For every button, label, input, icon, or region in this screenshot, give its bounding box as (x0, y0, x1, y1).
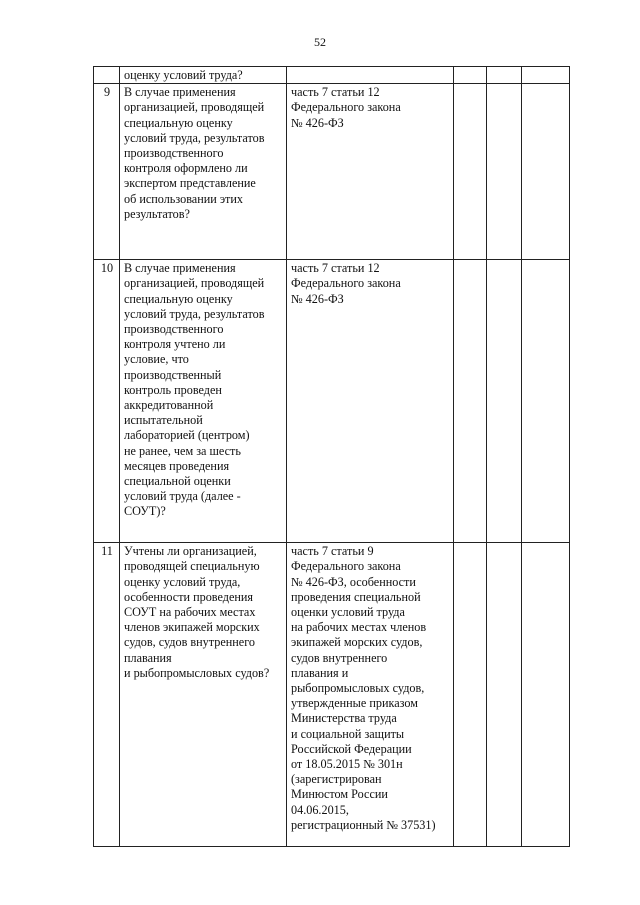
answer-yes-cell (454, 543, 487, 847)
page-number: 52 (314, 35, 326, 49)
note-cell (522, 84, 570, 260)
answer-no-cell (487, 543, 522, 847)
question-line: организацией, проводящей (124, 100, 265, 115)
reference-line: проведения специальной (291, 589, 421, 604)
answer-no-cell (487, 260, 522, 543)
question-line: об использовании этих (124, 191, 243, 206)
row-number-cell: 9 (94, 84, 120, 260)
reference-line: часть 7 статьи 9 (291, 544, 374, 559)
question-line: СОУТ)? (124, 504, 166, 519)
question-line: лабораторией (центром) (124, 428, 250, 443)
question-line: судов, судов внутреннего (124, 635, 255, 650)
reference-cell (287, 67, 454, 84)
reference-cell (287, 84, 454, 260)
question-cell (120, 260, 287, 543)
answer-yes-cell (454, 260, 487, 543)
question-line: особенности проведения (124, 589, 253, 604)
question-line: контроля учтено ли (124, 337, 226, 352)
table-row (94, 67, 570, 84)
question-cell (120, 543, 287, 847)
reference-line: плавания и (291, 665, 349, 680)
reference-line: Российской Федерации (291, 741, 412, 756)
reference-cell (287, 260, 454, 543)
question-line: месяцев проведения (124, 458, 230, 473)
question-line: проводящей специальную (124, 559, 260, 574)
reference-line: экипажей морских судов, (291, 635, 423, 650)
checklist-table (93, 66, 570, 847)
question-line: и рыбопромысловых судов? (124, 665, 270, 680)
question-line: членов экипажей морских (124, 620, 260, 635)
question-cell (120, 84, 287, 260)
reference-line: № 426-ФЗ (291, 291, 344, 306)
question-line: В случае применения (124, 261, 236, 276)
row-number-cell: 10 (94, 260, 120, 543)
reference-line: № 426-ФЗ (291, 115, 344, 130)
reference-line: (зарегистрирован (291, 772, 382, 787)
question-line: специальную оценку (124, 115, 233, 130)
question-line: условие, что (124, 352, 189, 367)
question-line: оценку условий труда, (124, 574, 241, 589)
note-cell (522, 67, 570, 84)
reference-line: 04.06.2015, (291, 802, 349, 817)
reference-line: утвержденные приказом (291, 696, 418, 711)
reference-line: Министерства труда (291, 711, 397, 726)
question-line: специальную оценку (124, 291, 233, 306)
question-line: контроля оформлено ли (124, 161, 248, 176)
question-line: специальной оценки (124, 474, 231, 489)
reference-line: судов внутреннего (291, 650, 388, 665)
reference-line: № 426-ФЗ, особенности (291, 574, 416, 589)
reference-line: часть 7 статьи 12 (291, 85, 380, 100)
question-line: производственного (124, 146, 224, 161)
reference-line: на рабочих местах членов (291, 620, 427, 635)
answer-yes-cell (454, 84, 487, 260)
question-line: организацией, проводящей (124, 276, 265, 291)
table-row (94, 84, 570, 260)
question-line: СОУТ на рабочих местах (124, 605, 256, 620)
question-line: аккредитованной (124, 398, 214, 413)
note-cell (522, 543, 570, 847)
question-line: контроль проведен (124, 382, 222, 397)
reference-line: Минюстом России (291, 787, 388, 802)
answer-no-cell (487, 84, 522, 260)
question-line: условий труда, результатов (124, 306, 265, 321)
note-cell (522, 260, 570, 543)
answer-yes-cell (454, 67, 487, 84)
reference-line: оценки условий труда (291, 605, 405, 620)
table-row (94, 543, 570, 847)
question-line: Учтены ли организацией, (124, 544, 257, 559)
answer-no-cell (487, 67, 522, 84)
reference-cell (287, 543, 454, 847)
question-line: условий труда, результатов (124, 130, 265, 145)
question-line: экспертом представление (124, 176, 256, 191)
question-text: оценку условий труда? (124, 68, 243, 82)
row-number-cell (94, 67, 120, 84)
reference-line: часть 7 статьи 12 (291, 261, 380, 276)
question-line: производственного (124, 322, 224, 337)
reference-line: от 18.05.2015 № 301н (291, 757, 403, 772)
reference-line: и социальной защиты (291, 726, 405, 741)
question-line: производственный (124, 367, 222, 382)
reference-line: рыбопромысловых судов, (291, 681, 425, 696)
reference-line: Федерального закона (291, 100, 401, 115)
reference-line: регистрационный № 37531) (291, 817, 436, 832)
reference-line: Федерального закона (291, 276, 401, 291)
table-row (94, 260, 570, 543)
reference-line: Федерального закона (291, 559, 401, 574)
row-number-cell: 11 (94, 543, 120, 847)
question-line: испытательной (124, 413, 203, 428)
question-line: условий труда (далее - (124, 489, 241, 504)
question-cell (120, 67, 287, 84)
question-line: В случае применения (124, 85, 236, 100)
question-line: плавания (124, 650, 172, 665)
question-line: результатов? (124, 206, 190, 221)
question-line: не ранее, чем за шесть (124, 443, 241, 458)
